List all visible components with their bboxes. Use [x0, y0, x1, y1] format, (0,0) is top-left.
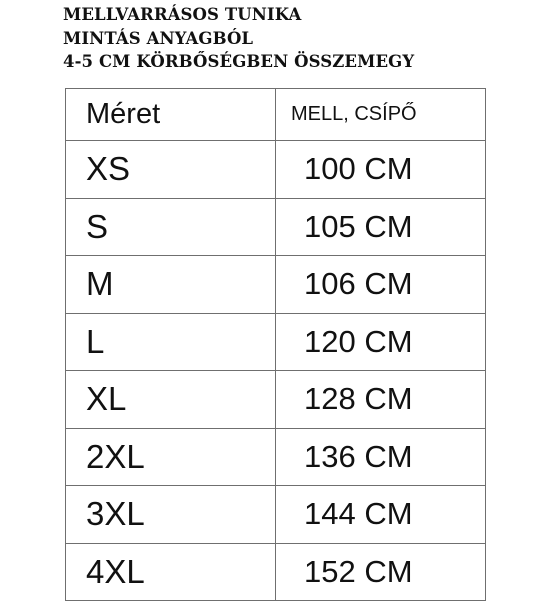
- table-header-row: [66, 89, 486, 141]
- heading-subtitle: MINTÁS ANYAGBÓL: [63, 28, 254, 48]
- page-heading: [63, 3, 414, 74]
- size-cell: S: [66, 198, 276, 256]
- size-cell: XL: [66, 371, 276, 429]
- measurement-cell: 136 CM: [276, 428, 486, 486]
- table-row: [66, 198, 486, 256]
- table-row: [66, 256, 486, 314]
- size-cell: 4XL: [66, 543, 276, 601]
- measurement-cell: 128 CM: [276, 371, 486, 429]
- measurement-cell: 152 CM: [276, 543, 486, 601]
- size-chart-table: [65, 88, 486, 601]
- table-row: [66, 371, 486, 429]
- size-cell: M: [66, 256, 276, 314]
- size-cell: 3XL: [66, 486, 276, 544]
- measurement-cell: 144 CM: [276, 486, 486, 544]
- size-cell: 2XL: [66, 428, 276, 486]
- table-row: [66, 543, 486, 601]
- heading-title: MELLVARRÁSOS TUNIKA: [63, 5, 302, 24]
- table-row: [66, 313, 486, 371]
- table-row: [66, 428, 486, 486]
- table-row: [66, 141, 486, 199]
- measurement-cell: 100 CM: [276, 141, 486, 199]
- measurement-cell: 120 CM: [276, 313, 486, 371]
- size-cell: L: [66, 313, 276, 371]
- table-row: [66, 486, 486, 544]
- column-header-size: Méret: [66, 89, 276, 141]
- measurement-cell: 106 CM: [276, 256, 486, 314]
- column-header-measurement: MELL, CSÍPŐ: [276, 89, 486, 141]
- size-cell: XS: [66, 141, 276, 199]
- measurement-cell: 105 CM: [276, 198, 486, 256]
- heading-note: 4-5 CM KÖRBŐSÉGBEN ÖSSZEMEGY: [63, 52, 415, 71]
